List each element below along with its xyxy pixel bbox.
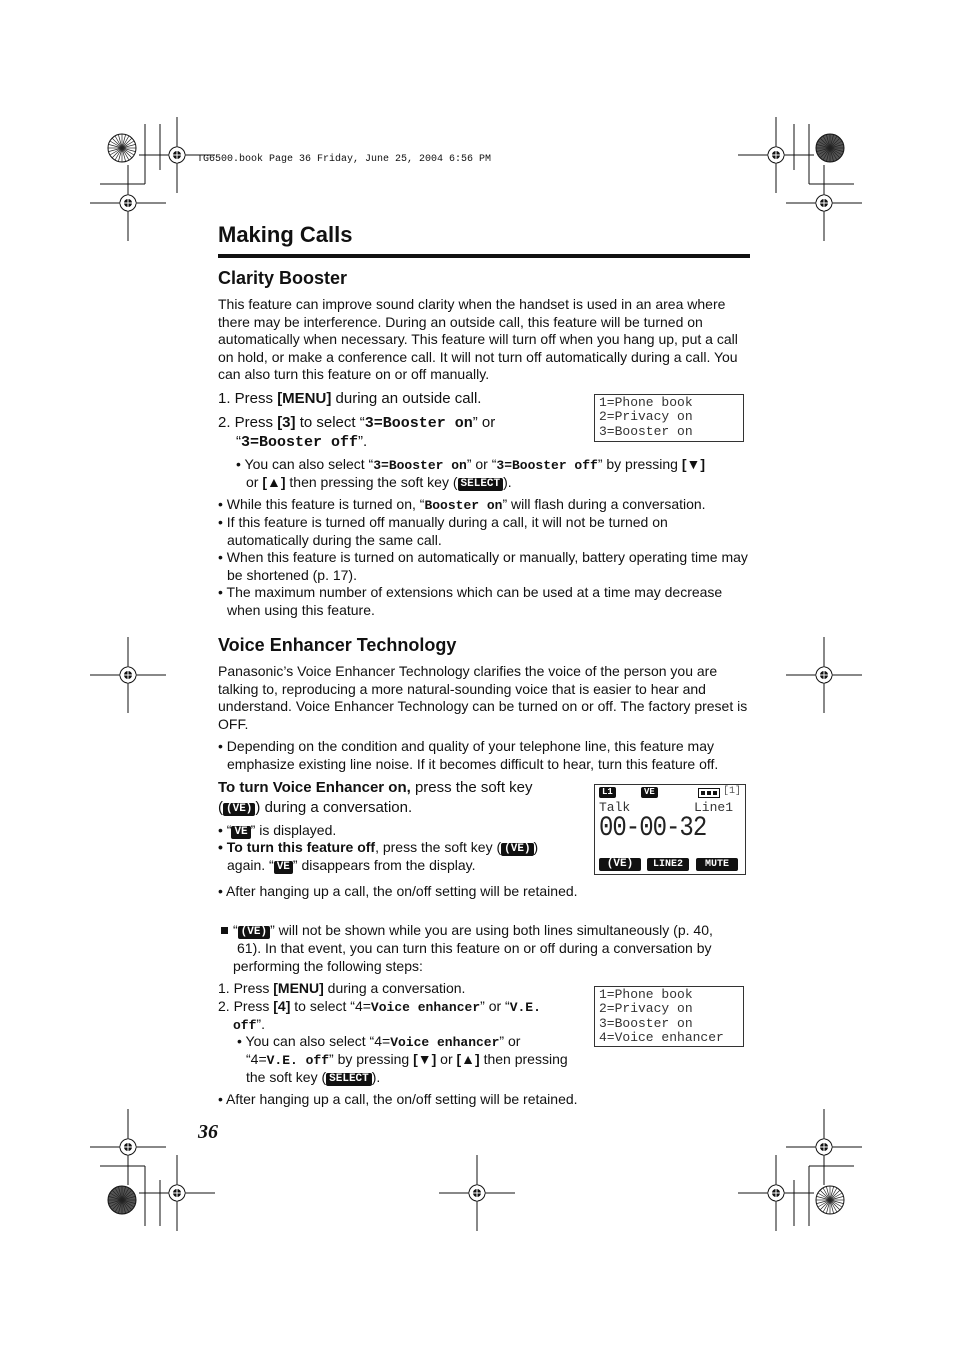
square-bullet-icon xyxy=(221,927,228,934)
voice-displayed: • “ VE ” is displayed. xyxy=(218,822,337,838)
voice-step2: 2. Press [4] to select “4=Voice enhancer” or “V.E. xyxy=(218,998,541,1015)
clarity-note-2: • If this feature is turned off manually during a call, it will not be turned on automatically during the same call. xyxy=(218,514,668,548)
lcd-line: 3=Booster on xyxy=(599,1015,693,1031)
select-softkey-icon: SELECT xyxy=(458,478,504,491)
voice-step1: 1. Press [MENU] during a conversation. xyxy=(218,980,466,996)
voice-turn-off: • To turn this feature off, press the soft key ( (VE) ) xyxy=(218,839,539,855)
clarity-step1: 1. Press [MENU] during an outside call. xyxy=(218,390,482,407)
file-info-header: TG6500.book Page 36 Friday, June 25, 2004 6:56 PM xyxy=(197,154,492,165)
lcd-talk-display xyxy=(594,784,746,875)
softkey-ve: (VE) xyxy=(599,858,641,871)
battery-icon xyxy=(698,788,720,798)
lcd-menu-display xyxy=(594,394,744,442)
voice-intro: Panasonic’s Voice Enhancer Technology clarifies the voice of the person you are talking to, reproducing a more natural-sounding voice that is easier to hear and understand. Voice Enhancer Technology can be turned on or off. The factory preset is OFF. xyxy=(218,663,748,732)
crosshair-icon xyxy=(738,1155,814,1231)
page-title: Making Calls xyxy=(218,222,353,247)
ve-softkey-icon: (VE) xyxy=(238,926,270,939)
clarity-sub-bullet-line2: or [▲] then pressing the soft key ( SELECT ). xyxy=(246,474,512,490)
square-note-line1: “ (VE) ” will not be shown while you are using both lines simultaneously (p. 40, xyxy=(233,922,713,938)
voice-turn-on-line2: ( (VE) ) during a conversation. xyxy=(218,799,413,816)
voice-sub-bullet: • You can also select “4=Voice enhancer” or xyxy=(237,1033,521,1050)
lcd-talk-label: Talk xyxy=(599,800,631,815)
lcd-menu-display-2 xyxy=(594,986,744,1047)
lcd-line: 1=Phone book xyxy=(599,395,693,410)
crosshair-icon xyxy=(786,637,862,713)
ve-softkey-icon: (VE) xyxy=(501,843,533,856)
lcd-line-label: Line1 xyxy=(694,800,734,815)
lcd-line: 3=Booster on xyxy=(599,423,693,439)
title-rule xyxy=(218,254,750,258)
color-target-icon xyxy=(108,1186,136,1214)
lcd-line: 2=Privacy on xyxy=(599,1001,693,1017)
voice-sub-bullet-line3: the soft key ( SELECT ). xyxy=(246,1069,381,1085)
voice-sub-bullet-line2: “4=V.E. off” by pressing [▼] or [▲] then pressing xyxy=(246,1051,568,1068)
square-note-line3: performing the following steps: xyxy=(233,958,423,974)
voice-heading: Voice Enhancer Technology xyxy=(218,635,457,655)
lcd-line: 2=Privacy on xyxy=(599,409,693,425)
clarity-note-4: • The maximum number of extensions which can be used at a time may decrease when using this feature. xyxy=(218,584,723,618)
clarity-step2-line2: “3=Booster off”. xyxy=(236,433,368,451)
lcd-line: 4=Voice enhancer xyxy=(599,1030,724,1046)
voice-after-2: • After hanging up a call, the on/off setting will be retained. xyxy=(218,1091,578,1107)
color-target-icon xyxy=(108,134,136,162)
ve-indicator-icon: VE xyxy=(641,787,658,798)
lcd-line: 1=Phone book xyxy=(599,987,693,1002)
call-timer: 00-00-32 xyxy=(599,813,707,845)
crosshair-icon xyxy=(90,165,166,241)
crosshair-icon xyxy=(738,117,814,193)
voice-turn-off-line2: again. “ VE ” disappears from the display. xyxy=(227,857,476,873)
voice-bullet-1: • Depending on the condition and quality of your telephone line, this feature may emphasize existing line noise. If it becomes difficult to hear, turn this feature off. xyxy=(218,738,719,772)
handset-number: [1] xyxy=(723,786,742,797)
voice-turn-on: To turn Voice Enhancer on, press the soft key xyxy=(218,779,533,796)
ve-indicator-icon: VE xyxy=(274,861,293,874)
crosshair-icon xyxy=(786,165,862,241)
crosshair-icon xyxy=(139,1155,215,1231)
voice-step2-line2: off”. xyxy=(233,1016,265,1033)
crosshair-icon xyxy=(90,637,166,713)
softkey-mute: MUTE xyxy=(696,858,738,871)
clarity-step2: 2. Press [3] to select “3=Booster on” or xyxy=(218,414,496,432)
clarity-sub-bullet: • You can also select “3=Booster on” or “3=Booster off” by pressing [▼] xyxy=(236,456,706,473)
voice-after-1: • After hanging up a call, the on/off setting will be retained. xyxy=(218,883,578,899)
softkey-line2: LINE2 xyxy=(647,858,689,871)
crosshair-icon xyxy=(786,1109,862,1185)
line1-indicator-icon: L1 xyxy=(599,787,616,798)
clarity-note-1: • While this feature is turned on, “Booster on” will flash during a conversation. xyxy=(218,496,706,513)
clarity-note-3: • When this feature is turned on automatically or manually, battery operating time may be shortened (p. 17). xyxy=(218,549,748,583)
ve-indicator-icon: VE xyxy=(231,826,250,839)
select-softkey-icon: SELECT xyxy=(326,1073,372,1086)
color-target-icon xyxy=(816,1186,844,1214)
clarity-intro: This feature can improve sound clarity when the handset is used in an area where there may be interference. During an outside call, this feature will be turned on automatically when necessary. This feature will turn off when you hang up, put a call on hold, or make a conference call. It will not turn off automatically during a call. You can also turn this feature on or off manually. xyxy=(218,296,738,383)
color-target-icon xyxy=(816,134,844,162)
crosshair-icon xyxy=(439,1155,515,1231)
clarity-heading: Clarity Booster xyxy=(218,268,348,288)
ve-softkey-icon: (VE) xyxy=(223,803,255,816)
page-number: 36 xyxy=(198,1121,218,1143)
square-note-line2: 61). In that event, you can turn this feature on or off during a conversation by xyxy=(237,940,712,956)
crosshair-icon xyxy=(90,1109,166,1185)
